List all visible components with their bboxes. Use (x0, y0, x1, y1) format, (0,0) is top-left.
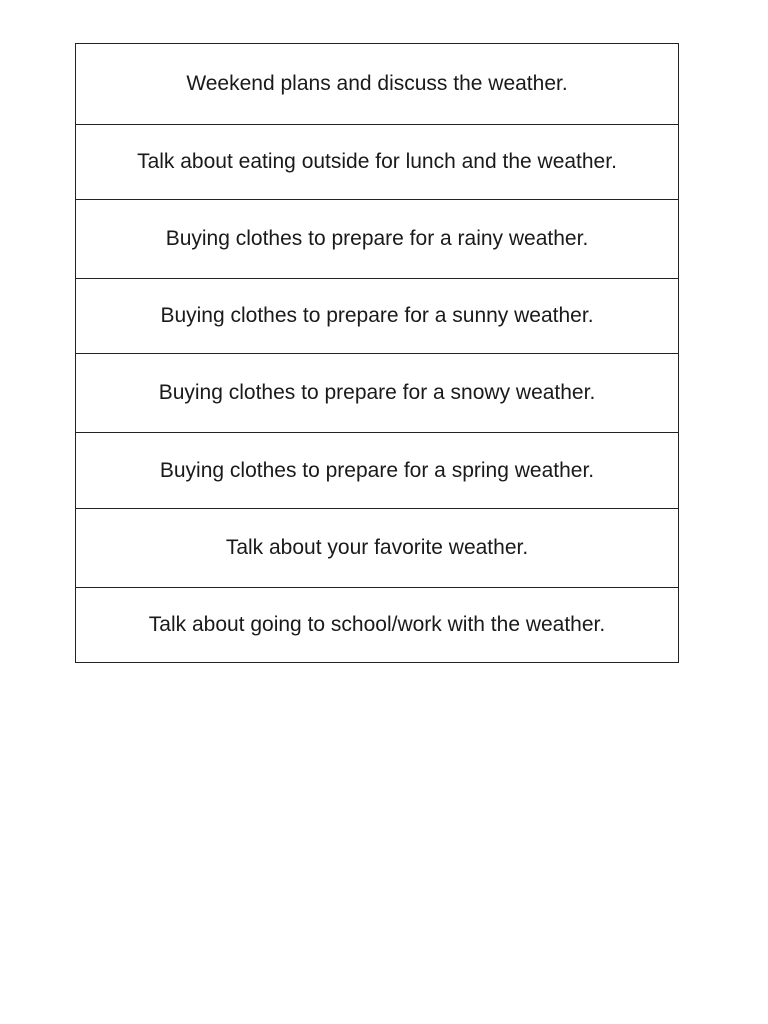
topic-cell: Buying clothes to prepare for a snowy weather. (76, 354, 679, 433)
table-row (76, 279, 679, 354)
table-row (76, 588, 679, 663)
table-row (76, 200, 679, 279)
table-row (76, 44, 679, 125)
table-row (76, 354, 679, 433)
table-row (76, 125, 679, 200)
topic-cell: Talk about going to school/work with the weather. (76, 588, 679, 663)
conversation-topics-table (75, 43, 679, 663)
topic-cell: Weekend plans and discuss the weather. (76, 44, 679, 125)
table-row (76, 509, 679, 588)
topic-cell: Buying clothes to prepare for a sunny weather. (76, 279, 679, 354)
topics-table-body (76, 44, 679, 663)
topic-cell: Buying clothes to prepare for a spring weather. (76, 433, 679, 509)
table-row (76, 433, 679, 509)
topic-cell: Buying clothes to prepare for a rainy weather. (76, 200, 679, 279)
topic-cell: Talk about your favorite weather. (76, 509, 679, 588)
topic-cell: Talk about eating outside for lunch and the weather. (76, 125, 679, 200)
